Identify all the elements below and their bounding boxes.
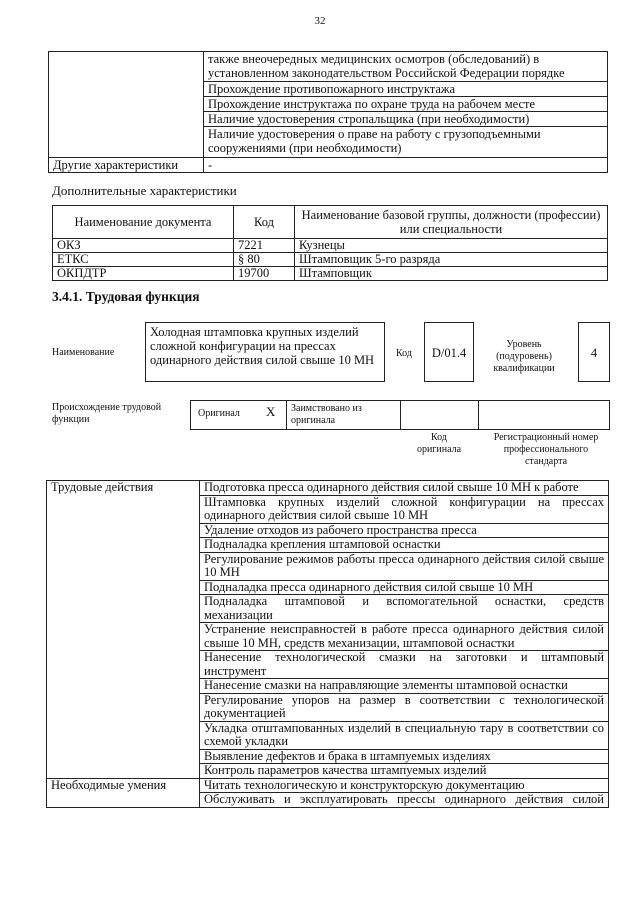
table-cell: ЕТКС (53, 253, 234, 267)
table-cell: Кузнецы (295, 239, 608, 253)
row-label (49, 52, 204, 158)
level-value: 4 (578, 322, 610, 382)
table-row (53, 267, 608, 281)
list-item: Нанесение смазки на направляющие элементы штамповой оснастки (200, 679, 609, 694)
table-cell: § 80 (234, 253, 295, 267)
level-label: Уровень (подуровень) квалификации (493, 339, 555, 374)
list-item: Подналадка крепления штамповой оснастки (200, 538, 609, 553)
original-mark: X (266, 404, 276, 419)
column-header: Наименование базовой группы, должности (профессии) или специальности (295, 206, 608, 239)
reg-number-label: Регистрационный номер профессионального стандарта (493, 432, 599, 467)
list-item: Читать технологическую и конструкторскую документацию (200, 778, 609, 793)
code-value: D/01.4 (424, 322, 474, 382)
name-label: Наименование (52, 347, 115, 358)
list-item: Наличие удостоверения о праве на работу с грузоподъемными сооружениями (при необходимости) (204, 127, 608, 158)
skills-label: Необходимые умения (47, 778, 200, 807)
list-item: Прохождение противопожарного инструктажа (204, 82, 608, 97)
column-header: Код (234, 206, 295, 239)
table-row (47, 481, 609, 496)
table-cell: 7221 (234, 239, 295, 253)
table-cell: Штамповщик (295, 267, 608, 281)
code-original-label: Код оригинала (416, 432, 462, 455)
list-item: Штамповка крупных изделий сложной конфигурации на прессах одинарного действия силой свыше 10 МН (200, 495, 609, 523)
table-row (53, 253, 608, 267)
original-label: Оригинал (198, 408, 240, 419)
list-item: Нанесение технологической смазки на заготовки и штамповый инструмент (200, 651, 609, 679)
list-item: Контроль параметров качества штампуемых изделий (200, 764, 609, 779)
list-item: Подналадка пресса одинарного действия силой свыше 10 МН (200, 580, 609, 595)
list-item: Регулирование режимов работы пресса одинарного действия силой свыше 10 МН (200, 552, 609, 580)
code-label: Код (396, 348, 412, 359)
borrowed-label: Заимствовано из оригинала (291, 403, 362, 426)
list-item: Подналадка штамповой и вспомогательной оснастки, средств механизации (200, 595, 609, 623)
list-item: Выявление дефектов и брака в штампуемых изделиях (200, 749, 609, 764)
table-cell: 19700 (234, 267, 295, 281)
page-number: 32 (314, 15, 326, 27)
table-cell: ОКЗ (53, 239, 234, 253)
list-item: Прохождение инструктажа по охране труда на рабочем месте (204, 97, 608, 112)
requirements-table (48, 51, 608, 173)
labor-actions-label: Трудовые действия (47, 481, 200, 779)
list-item: Обслуживать и эксплуатировать прессы одинарного действия силой (200, 793, 609, 808)
divider (478, 400, 479, 430)
table-row (47, 778, 609, 793)
table-row (49, 52, 608, 82)
list-item: также внеочередных медицинских осмотров (обследований) в установленном законодательством Российской Федерации порядке (204, 52, 608, 82)
list-item: - (204, 158, 608, 173)
list-item: Регулирование упоров на размер в соответствии с технологической документацией (200, 693, 609, 721)
divider (286, 400, 287, 430)
column-header: Наименование документа (53, 206, 234, 239)
table-row (49, 158, 608, 173)
divider (400, 400, 401, 430)
origin-label: Происхождение трудовой функции (52, 402, 162, 425)
list-item: Укладка отштампованных изделий в специальную тару в соответствии со схемой укладки (200, 721, 609, 749)
list-item: Наличие удостоверения стропальщика (при необходимости) (204, 112, 608, 127)
additional-title: Дополнительные характеристики (52, 183, 237, 198)
function-heading: 3.4.1. Трудовая функция (52, 289, 200, 304)
table-row (53, 239, 608, 253)
additional-table (52, 205, 608, 281)
list-item: Удаление отходов из рабочего пространства пресса (200, 523, 609, 538)
duties-table (46, 480, 609, 808)
list-item: Устранение неисправностей в работе пресса одинарного действия силой свыше 10 МН, средств механизации, штамповой оснастки (200, 623, 609, 651)
table-cell: Штамповщик 5-го разряда (295, 253, 608, 267)
table-cell: ОКПДТР (53, 267, 234, 281)
function-name-value: Холодная штамповка крупных изделий сложной конфигурации на прессах одинарного действия силой свыше 10 МН (145, 322, 385, 382)
table-header-row (53, 206, 608, 239)
row-label-other: Другие характеристики (49, 158, 204, 173)
list-item: Подготовка пресса одинарного действия силой свыше 10 МН к работе (200, 481, 609, 496)
